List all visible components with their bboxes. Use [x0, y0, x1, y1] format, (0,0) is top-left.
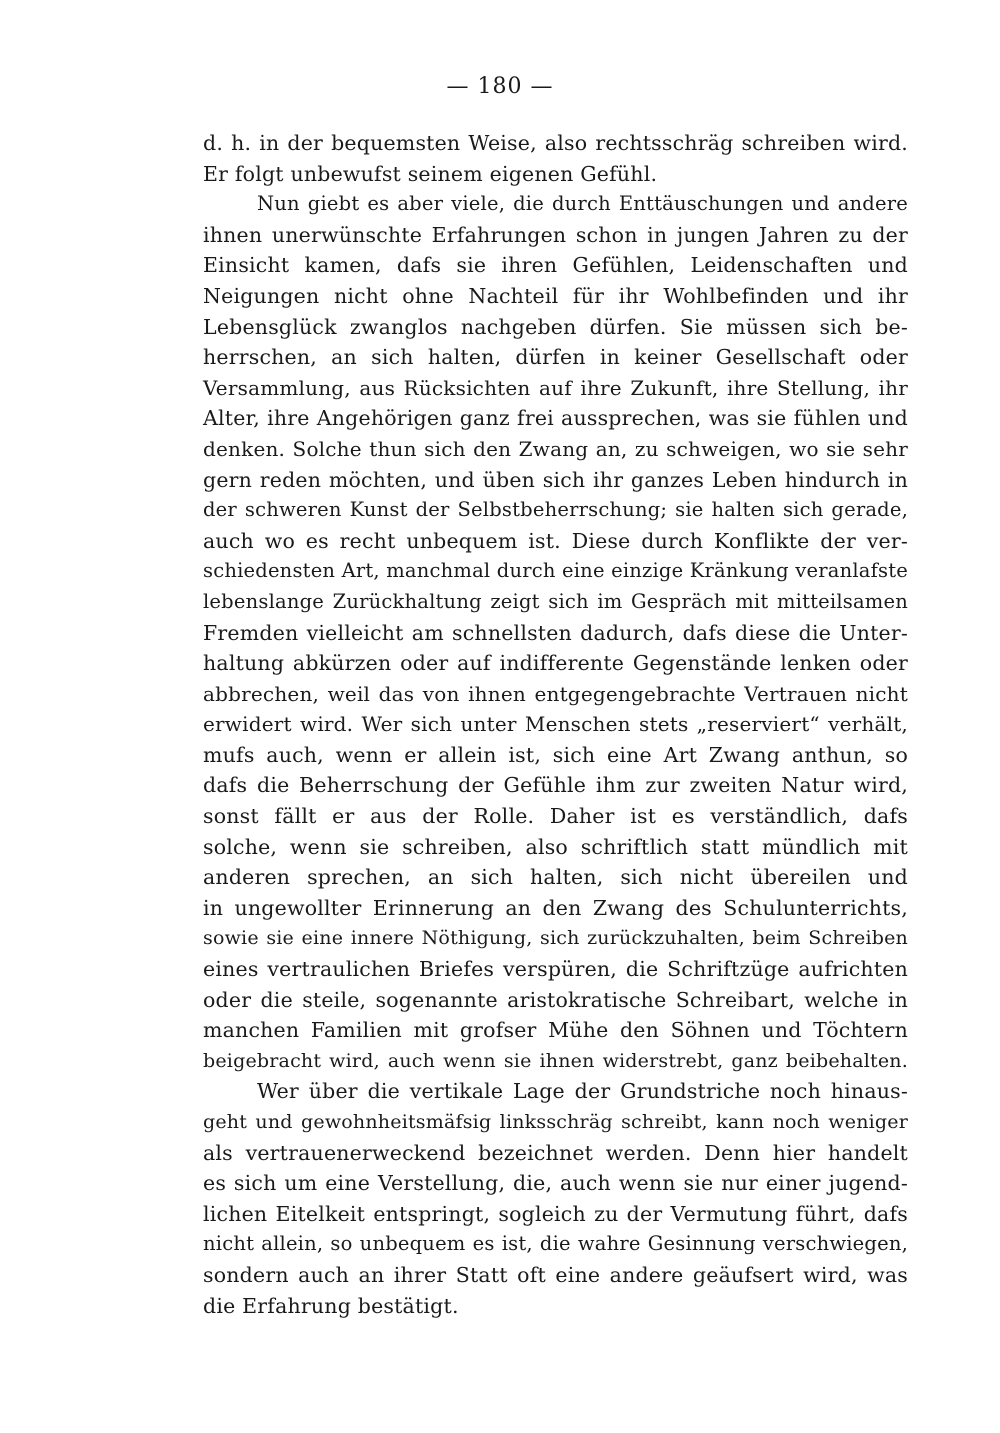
text-line: solche, wenn sie schreiben, also schriftlich statt mündlich mit: [203, 834, 908, 859]
text-line: Fremden vielleicht am schnellsten dadurch, dafs diese die Unter-: [203, 620, 908, 645]
text-line: als vertrauenerweckend bezeichnet werden. Denn hier handelt: [203, 1140, 908, 1165]
text-line: d. h. in der bequemsten Weise, also rechtsschräg schreiben wird.: [203, 131, 908, 155]
text-line: anderen sprechen, an sich halten, sich nicht übereilen und: [203, 865, 908, 890]
text-line: in ungewollter Erinnerung an den Zwang des Schulunterrichts,: [203, 895, 908, 920]
text-line: denken. Solche thun sich den Zwang an, zu schweigen, wo sie sehr: [203, 436, 908, 461]
body-text: [203, 128, 908, 1321]
text-line: oder die steile, sogenannte aristokratische Schreibart, welche in: [203, 987, 908, 1012]
text-line: die Erfahrung bestätigt.: [203, 1293, 459, 1318]
text-line: Nun giebt es aber viele, die durch Enttäuschungen und andere: [257, 192, 908, 216]
text-line: Neigungen nicht ohne Nachteil für ihr Wohlbefinden und ihr: [203, 283, 908, 308]
text-line: ihnen unerwünschte Erfahrungen schon in jungen Jahren zu der: [203, 222, 908, 247]
text-line: sowie sie eine innere Nöthigung, sich zurückzuhalten, beim Schreiben: [203, 927, 908, 950]
text-line: gern reden möchten, und üben sich ihr ganzes Leben hindurch in: [203, 467, 908, 492]
page-number: — 180 —: [446, 74, 554, 99]
text-line: abbrechen, weil das von ihnen entgegengebrachte Vertrauen nicht: [203, 681, 908, 706]
text-line: schiedensten Art, manchmal durch eine einzige Kränkung veranlafste: [203, 559, 908, 583]
text-line: der schweren Kunst der Selbstbeherrschung; sie halten sich gerade,: [203, 498, 908, 522]
text-line: sondern auch an ihrer Statt oft eine andere geäufsert wird, was: [203, 1262, 908, 1287]
text-line: herrschen, an sich halten, dürfen in keiner Gesellschaft oder: [203, 345, 908, 370]
text-line: dafs die Beherrschung der Gefühle ihm zur zweiten Natur wird,: [203, 773, 908, 798]
text-line: haltung abkürzen oder auf indifferente Gegenstände lenken oder: [203, 651, 908, 676]
text-line: Wer über die vertikale Lage der Grundstriche noch hinaus-: [257, 1079, 908, 1104]
text-line: Versammlung, aus Rücksichten auf ihre Zukunft, ihre Stellung, ihr: [203, 375, 908, 400]
text-line: geht und gewohnheitsmäfsig linksschräg schreibt, kann noch weniger: [203, 1111, 908, 1133]
text-line: auch wo es recht unbequem ist. Diese durch Konflikte der ver-: [203, 528, 908, 553]
text-line: sonst fällt er aus der Rolle. Daher ist es verständlich, dafs: [203, 804, 908, 829]
text-line: Lebensglück zwanglos nachgeben dürfen. Sie müssen sich be-: [203, 314, 908, 339]
text-line: eines vertraulichen Briefes verspüren, die Schriftzüge aufrichten: [203, 957, 908, 982]
text-line: manchen Familien mit grofser Mühe den Söhnen und Töchtern: [203, 1018, 908, 1043]
text-line: beigebracht wird, auch wenn sie ihnen widerstrebt, ganz beibehalten.: [203, 1049, 908, 1072]
text-line: Einsicht kamen, dafs sie ihren Gefühlen, Leidenschaften und: [203, 253, 908, 278]
text-line: es sich um eine Verstellung, die, auch wenn sie nur einer jugend-: [203, 1171, 908, 1196]
text-line: lichen Eitelkeit entspringt, sogleich zu der Vermutung führt, dafs: [203, 1201, 908, 1226]
text-line: Alter, ihre Angehörigen ganz frei aussprechen, was sie fühlen und: [203, 406, 908, 431]
text-line: lebenslange Zurückhaltung zeigt sich im Gespräch mit mitteilsamen: [203, 589, 908, 613]
text-line: Er folgt unbewufst seinem eigenen Gefühl.: [203, 161, 658, 186]
text-line: nicht allein, so unbequem es ist, die wahre Gesinnung verschwiegen,: [203, 1232, 908, 1256]
text-line: mufs auch, wenn er allein ist, sich eine Art Zwang anthun, so: [203, 742, 908, 767]
text-line: erwidert wird. Wer sich unter Menschen stets „reserviert“ verhält,: [203, 712, 908, 737]
